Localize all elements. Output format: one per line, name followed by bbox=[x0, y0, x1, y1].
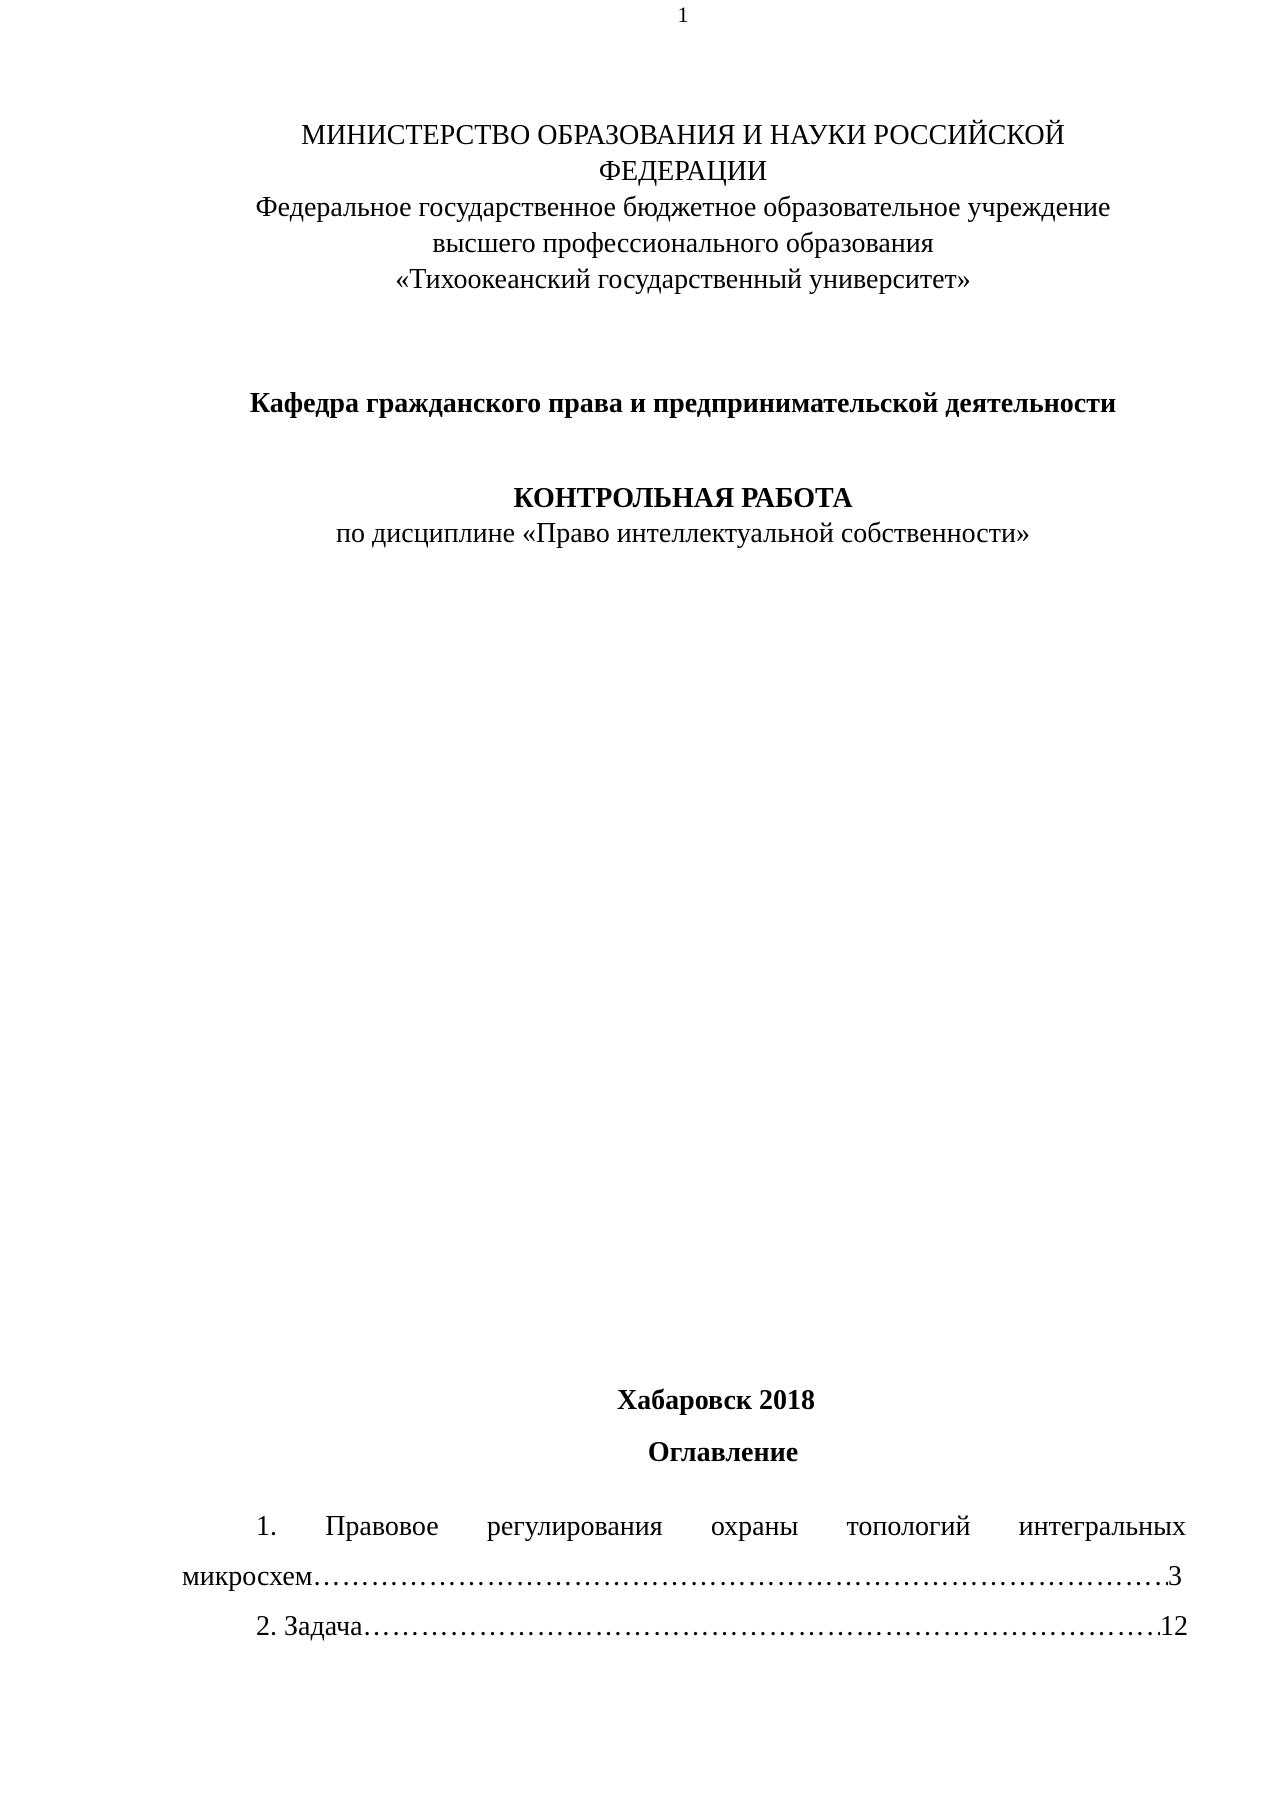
discipline-line: по дисциплине «Право интеллектуальной собственности» bbox=[336, 518, 1030, 549]
page-number: 1 bbox=[677, 2, 689, 27]
toc-item-1-number: 1. bbox=[256, 1511, 277, 1542]
institution-type-line: Федеральное государственное бюджетное образовательное учреждение bbox=[255, 192, 1111, 223]
toc-item-1-word: охраны bbox=[710, 1511, 799, 1542]
toc-item-2-label: 2. Задача bbox=[256, 1611, 363, 1642]
institution-header bbox=[0, 118, 1280, 298]
toc-item-1-continuation-text: микросхем bbox=[182, 1561, 313, 1592]
ministry-line-2: ФЕДЕРАЦИИ bbox=[598, 156, 768, 187]
toc-item-1-word: регулирования bbox=[486, 1511, 663, 1542]
toc-item-1-page: 3 bbox=[1168, 1561, 1182, 1592]
toc-item-1-heading bbox=[256, 1509, 1186, 1545]
toc-item-1-word: интегральных bbox=[1018, 1511, 1186, 1542]
toc-item-2 bbox=[256, 1609, 1188, 1645]
toc-leader-dots bbox=[363, 1609, 1160, 1645]
city-year: Хабаровск 2018 bbox=[616, 1385, 816, 1416]
ministry-line-1: МИНИСТЕРСТВО ОБРАЗОВАНИЯ И НАУКИ РОССИЙСКОЙ bbox=[301, 120, 1065, 151]
toc-item-1-continuation bbox=[182, 1559, 1182, 1595]
toc-item-1-word: топологий bbox=[846, 1511, 971, 1542]
work-title: КОНТРОЛЬНАЯ РАБОТА bbox=[513, 483, 853, 514]
toc-item-2-page: 12 bbox=[1160, 1611, 1188, 1642]
education-level-line: высшего профессионального образования bbox=[432, 228, 934, 259]
toc-item-1-word: Правовое bbox=[325, 1511, 439, 1542]
toc-title: Оглавление bbox=[647, 1437, 799, 1468]
toc-leader-dots bbox=[313, 1559, 1168, 1595]
university-name-line: «Тихоокеанский государственный университет» bbox=[395, 264, 971, 295]
department-title: Кафедра гражданского права и предпринимательской деятельности bbox=[249, 388, 1117, 419]
